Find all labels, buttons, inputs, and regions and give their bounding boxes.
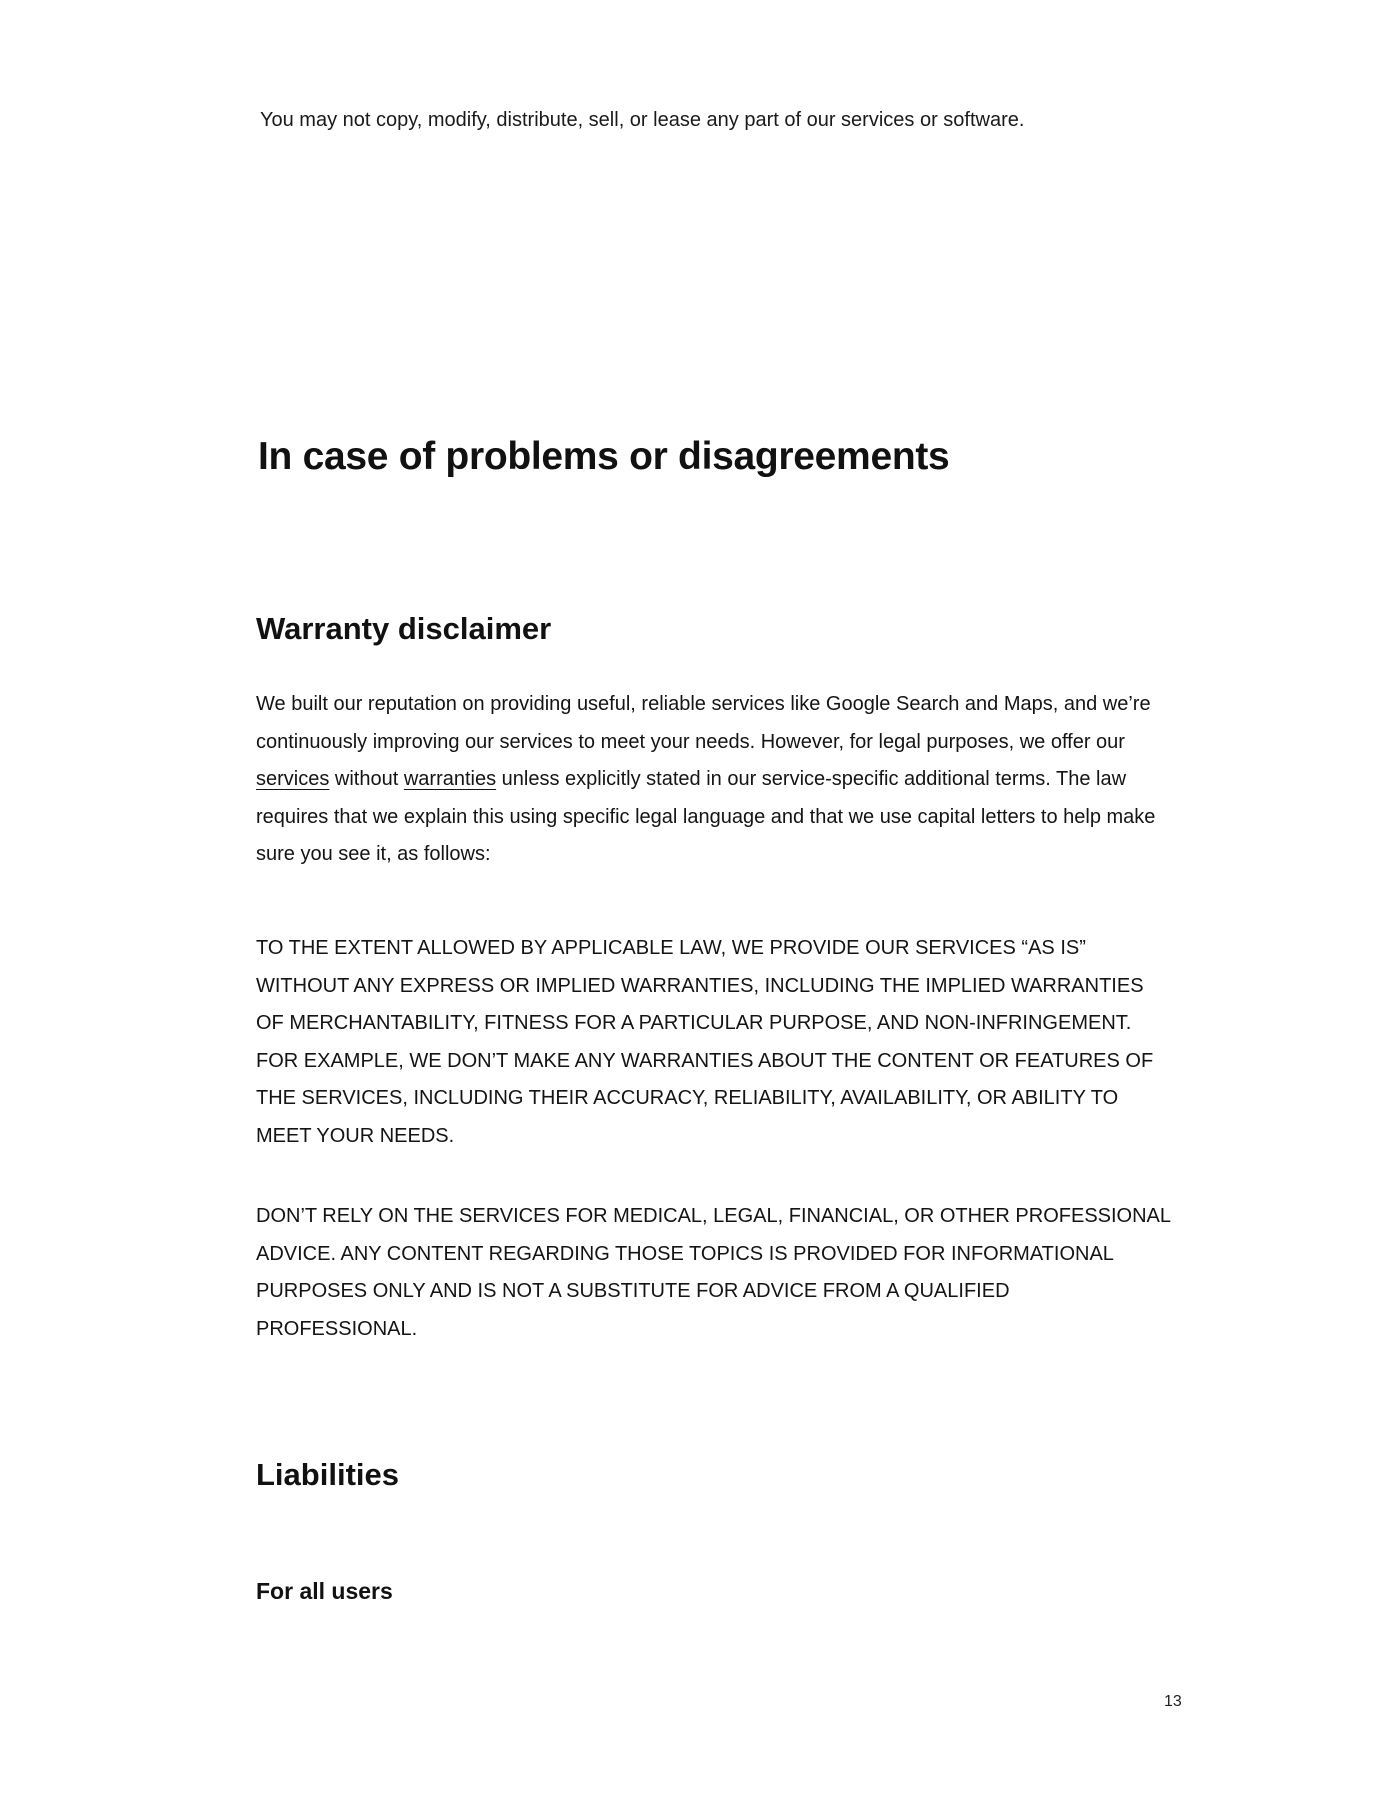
warranty-text-after: unless explicitly stated in our service-specific additional terms. The law requires that we explain this using specific legal language and that we use capital letters to help make sure you see it, as follows: <box>256 768 1156 865</box>
liabilities-heading: Liabilities <box>256 1457 399 1492</box>
page-number: 13 <box>1164 1693 1182 1710</box>
services-link[interactable]: services <box>256 768 330 790</box>
warranty-paragraph-as-is: TO THE EXTENT ALLOWED BY APPLICABLE LAW, WE PROVIDE OUR SERVICES “AS IS” WITHOUT ANY EXPRESS OR IMPLIED WARRANTIES, INCLUDING THE IMPLIED WARRANTIES OF MERCHANTABILITY, FITNESS FOR A PARTICULAR PURPOSE, AND NON-INFRINGEMENT. FOR EXAMPLE, WE DON’T MAKE ANY WARRANTIES ABOUT THE CONTENT OR FEATURES OF THE SERVICES, INCLUDING THEIR ACCURACY, RELIABILITY, AVAILABILITY, OR ABILITY TO MEET YOUR NEEDS. <box>256 937 1154 1147</box>
warranty-disclaimer-heading: Warranty disclaimer <box>256 611 552 646</box>
intro-paragraph: You may not copy, modify, distribute, sell, or lease any part of our services or software. <box>260 109 1025 131</box>
warranty-paragraph-intro <box>256 686 1176 874</box>
warranty-text-middle: without <box>329 768 404 790</box>
section-heading: In case of problems or disagreements <box>258 435 950 478</box>
warranty-text-before: We built our reputation on providing useful, reliable services like Google Search and Maps, and we’re continuously improving our services to meet your needs. However, for legal purposes, we offer our <box>256 693 1151 753</box>
for-all-users-heading: For all users <box>256 1578 393 1604</box>
warranties-link[interactable]: warranties <box>403 768 497 790</box>
warranty-paragraph-professional-advice: DON’T RELY ON THE SERVICES FOR MEDICAL, LEGAL, FINANCIAL, OR OTHER PROFESSIONAL ADVICE. ANY CONTENT REGARDING THOSE TOPICS IS PROVIDED FOR INFORMATIONAL PURPOSES ONLY AND IS NOT A SUBSTITUTE FOR ADVICE FROM A QUALIFIED PROFESSIONAL. <box>256 1205 1171 1340</box>
